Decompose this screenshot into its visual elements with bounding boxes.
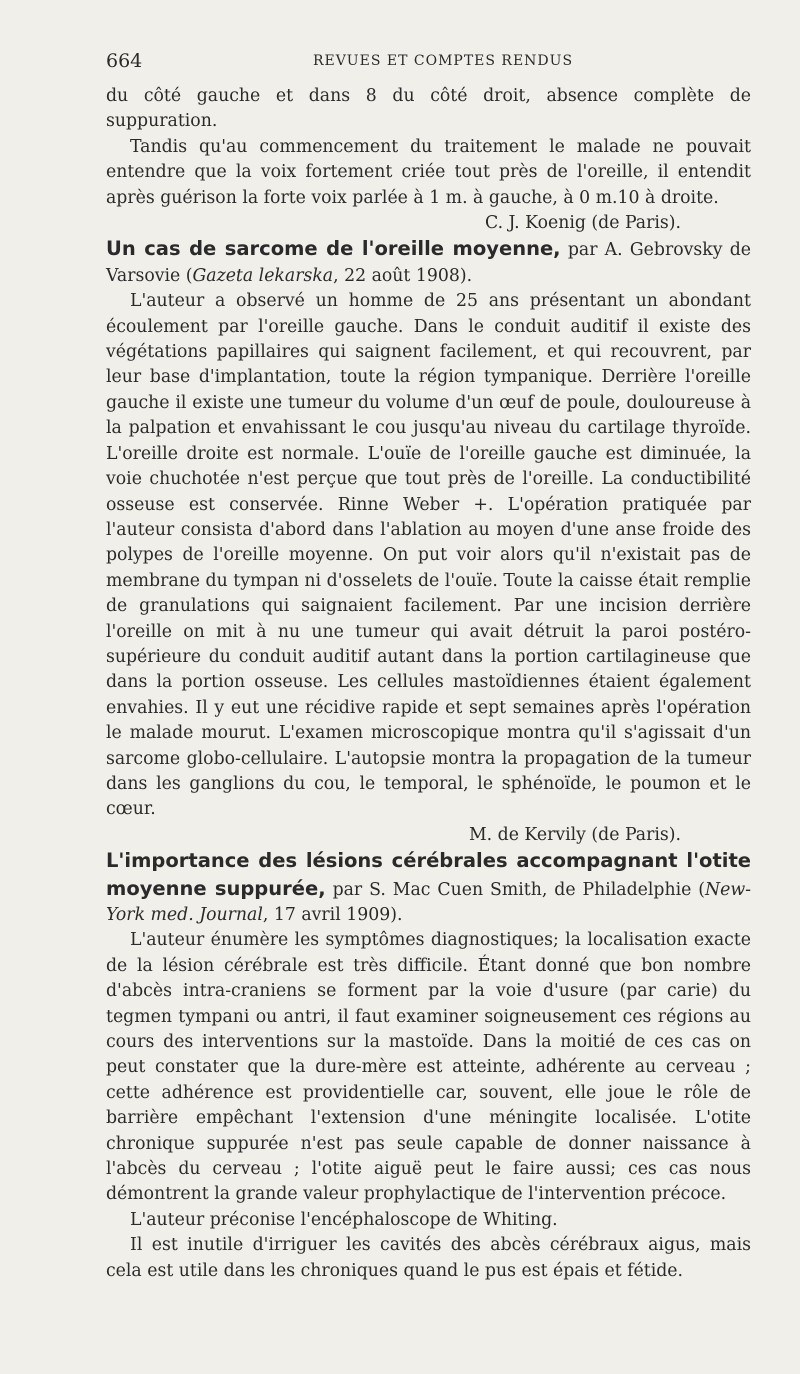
page-number: 664 <box>106 50 143 72</box>
running-head: REVUES ET COMPTES RENDUS <box>312 53 574 69</box>
article-body <box>106 84 751 1284</box>
journal-name: Gazeta lekarska <box>192 265 334 286</box>
article-title: Un cas de sarcome de l'oreille moyenne, <box>106 237 561 261</box>
paragraph: Il est inutile d'irriguer les cavités des abcès cérébraux aigus, mais cela est utile dans les chroniques quand le pus est épais et fétide. <box>106 1235 751 1281</box>
signature: M. de Kervily (de Paris). <box>468 824 681 845</box>
paragraph: L'auteur a observé un homme de 25 ans présentant un abondant écoulement par l'oreille gauche. Dans le conduit auditif il existe des végétations papillaires qui saignent facilement, et qui recouvrent, par leur base d'implantation, toute la région tympanique. Derrière l'oreille gauche il existe une tumeur du volume d'un œuf de poule, douloureuse à la palpation et envahissant le cou jusqu'au niveau du cartilage thyroïde. L'oreille droite est normale. L'ouïe de l'oreille gauche est diminuée, la voie chuchotée n'est perçue que tout près de l'oreille. La conductibilité osseuse est conservée. Rinne Weber +. L'opération pratiquée par l'auteur consista d'abord dans l'ablation au moyen d'une anse froide des polypes de l'oreille moyenne. On put voir alors qu'il n'existait pas de membrane du tympan ni d'osselets de l'ouïe. Toute la caisse était remplie de granulations qui saignaient facilement. Par une incision derrière l'oreille on mit à nu une tumeur qui avait détruit la paroi postéro-supérieure du conduit auditif autant dans la portion cartilagineuse que dans la portion osseuse. Les cellules mastoïdiennes étaient également envahies. Il y eut une récidive rapide et sept semaines après l'opération le malade mourut. L'examen microscopique montra qu'il s'agissait d'un sarcome globo-cellulaire. L'autopsie montra la propagation de la tumeur dans les ganglions du cou, le temporal, le sphénoïde, le poumon et le cœur. <box>106 291 751 820</box>
byline-date: , 22 août 1908). <box>333 265 473 286</box>
byline-date: , 17 avril 1909). <box>262 905 403 925</box>
byline: par A. Gebrovsky de Varsovie ( <box>106 240 751 286</box>
signature: C. J. Koenig (de Paris). <box>484 213 681 234</box>
article-heading <box>106 848 751 928</box>
paragraph: Tandis qu'au commencement du traitement le malade ne pouvait entendre que la voix fortement criée tout près de l'oreille, il entendit après guérison la forte voix parlée à 1 m. à gauche, à 0 m.10 à droite. <box>106 136 751 208</box>
article-heading <box>106 236 751 289</box>
byline: par S. Mac Cuen Smith, de Philadelphie ( <box>325 879 706 900</box>
journal-name: New-York med. Journal <box>106 879 751 925</box>
paragraph: L'auteur énumère les symptômes diagnostiques; la localisation exacte de la lésion cérébrale est très difficile. Étant donné que bon nombre d'abcès intra-craniens se forment par la voie d'usure (par carie) du tegmen tympani ou antri, il faut examiner soigneusement ces régions au cours des interventions sur la mastoïde. Dans la moitié de ces cas on peut constater que la dure-mère est atteinte, adhérente au cerveau ; cette adhérence est providentielle car, souvent, elle joue le rôle de barrière empêchant l'extension d'une méningite localisée. L'otite chronique suppurée n'est pas seule capable de donner naissance à l'abcès du cerveau ; l'otite aiguë peut le faire aussi; ces cas nous démontrent la grande valeur prophylactique de l'intervention précoce. <box>106 930 751 1205</box>
paragraph-continuation: du côté gauche et dans 8 du côté droit, absence complète de suppuration. <box>106 86 751 132</box>
page-header <box>106 50 740 74</box>
article-title: L'importance des lésions cérébrales accompagnant l'otite moyenne suppurée, <box>106 849 751 900</box>
paragraph: L'auteur préconise l'encéphaloscope de Whiting. <box>130 1209 558 1230</box>
